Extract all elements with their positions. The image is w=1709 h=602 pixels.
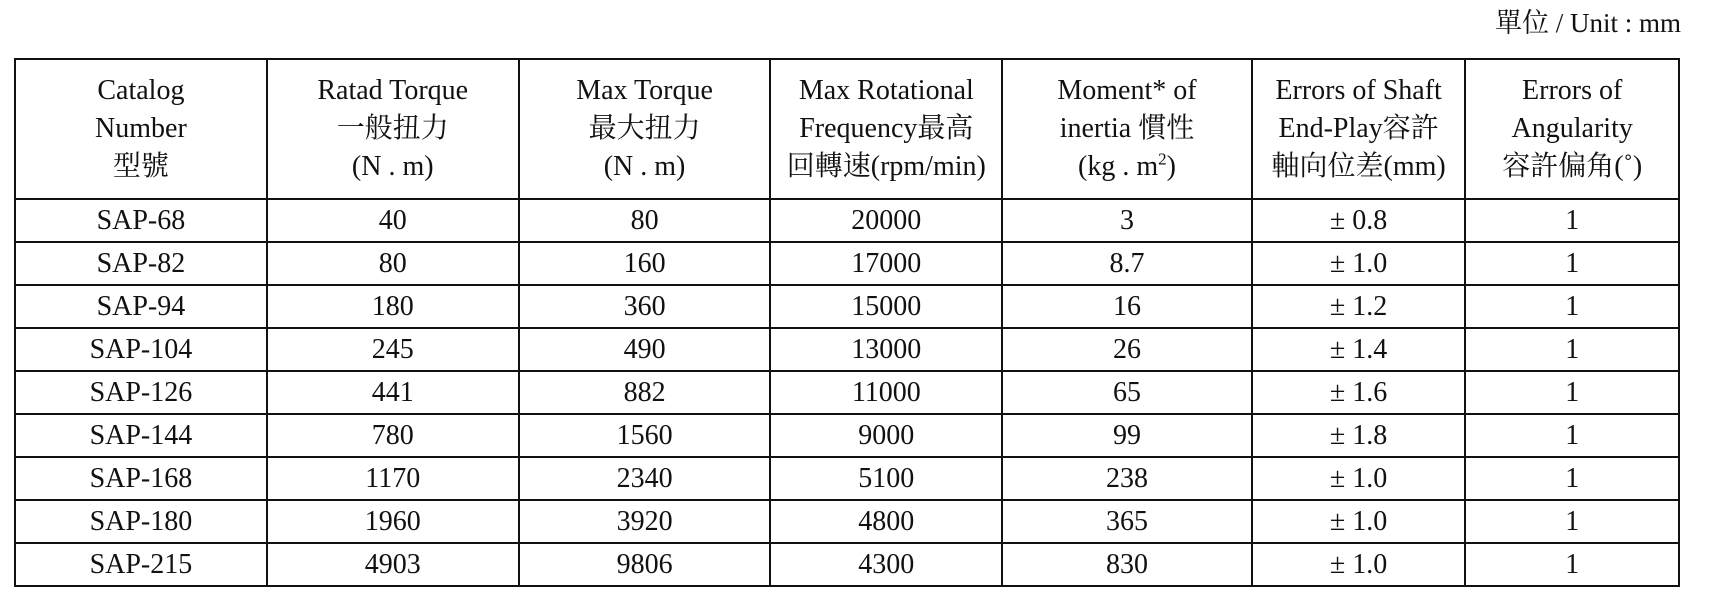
cell-rated-torque: 80 xyxy=(267,242,519,285)
header-text-line: Catalog xyxy=(97,75,185,106)
cell-shaft-end-play-error: ± 1.6 xyxy=(1252,371,1466,414)
cell-moment-of-inertia: 99 xyxy=(1002,414,1252,457)
cell-angularity-error: 1 xyxy=(1465,543,1679,586)
cell-max-torque: 9806 xyxy=(519,543,771,586)
cell-angularity-error: 1 xyxy=(1465,500,1679,543)
cell-rated-torque: 1960 xyxy=(267,500,519,543)
cell-max-rotational-frequency: 11000 xyxy=(770,371,1002,414)
cell-shaft-end-play-error: ± 1.0 xyxy=(1252,242,1466,285)
header-moment-of-inertia xyxy=(1002,59,1252,199)
cell-catalog-number: SAP-82 xyxy=(15,242,267,285)
cell-shaft-end-play-error: ± 1.2 xyxy=(1252,285,1466,328)
cell-angularity-error: 1 xyxy=(1465,457,1679,500)
header-unit-line xyxy=(1003,148,1251,186)
unit-note: 單位 / Unit : mm xyxy=(1494,8,1681,38)
header-row xyxy=(15,59,1679,199)
header-text-line: inertia 慣性 xyxy=(1059,113,1195,144)
header-text-line: Angularity xyxy=(1511,113,1633,144)
cell-rated-torque: 780 xyxy=(267,414,519,457)
cell-shaft-end-play-error: ± 1.8 xyxy=(1252,414,1466,457)
header-text-line: Number xyxy=(95,113,187,144)
cell-angularity-error: 1 xyxy=(1465,371,1679,414)
header-unit-text: (kg . m xyxy=(1078,151,1159,182)
cell-catalog-number: SAP-144 xyxy=(15,414,267,457)
header-catalog-number xyxy=(15,59,267,199)
cell-angularity-error: 1 xyxy=(1465,242,1679,285)
header-text-line: 一般扭力 xyxy=(336,113,449,144)
cell-max-torque: 360 xyxy=(519,285,771,328)
cell-rated-torque: 1170 xyxy=(267,457,519,500)
coupling-spec-table xyxy=(14,58,1680,587)
table-row xyxy=(15,457,1679,500)
cell-moment-of-inertia: 65 xyxy=(1002,371,1252,414)
header-text-line: 型號 xyxy=(112,151,169,182)
header-text-line: Moment* of xyxy=(1057,75,1197,106)
cell-rated-torque: 4903 xyxy=(267,543,519,586)
superscript-exponent: 2 xyxy=(1158,149,1167,169)
cell-max-rotational-frequency: 4800 xyxy=(770,500,1002,543)
cell-max-torque: 882 xyxy=(519,371,771,414)
header-text-line: 容許偏角(˚) xyxy=(1502,151,1643,182)
table-row xyxy=(15,371,1679,414)
cell-max-rotational-frequency: 17000 xyxy=(770,242,1002,285)
table-row xyxy=(15,543,1679,586)
cell-catalog-number: SAP-104 xyxy=(15,328,267,371)
cell-moment-of-inertia: 8.7 xyxy=(1002,242,1252,285)
cell-moment-of-inertia: 830 xyxy=(1002,543,1252,586)
cell-max-rotational-frequency: 4300 xyxy=(770,543,1002,586)
cell-moment-of-inertia: 16 xyxy=(1002,285,1252,328)
cell-shaft-end-play-error: ± 1.0 xyxy=(1252,500,1466,543)
header-text-line: 最大扭力 xyxy=(588,113,701,144)
cell-shaft-end-play-error: ± 0.8 xyxy=(1252,199,1466,242)
table-row xyxy=(15,328,1679,371)
cell-max-rotational-frequency: 13000 xyxy=(770,328,1002,371)
cell-moment-of-inertia: 3 xyxy=(1002,199,1252,242)
header-text-line: 回轉速(rpm/min) xyxy=(786,151,986,182)
cell-shaft-end-play-error: ± 1.4 xyxy=(1252,328,1466,371)
cell-max-torque: 2340 xyxy=(519,457,771,500)
header-text-line: Max Rotational xyxy=(798,75,974,106)
header-unit-close: ) xyxy=(1166,151,1176,182)
cell-rated-torque: 40 xyxy=(267,199,519,242)
cell-max-rotational-frequency: 5100 xyxy=(770,457,1002,500)
cell-shaft-end-play-error: ± 1.0 xyxy=(1252,543,1466,586)
cell-angularity-error: 1 xyxy=(1465,285,1679,328)
header-angularity-errors xyxy=(1465,59,1679,199)
cell-rated-torque: 180 xyxy=(267,285,519,328)
header-text-line: Errors of xyxy=(1522,75,1623,106)
cell-moment-of-inertia: 365 xyxy=(1002,500,1252,543)
table-row xyxy=(15,242,1679,285)
cell-rated-torque: 245 xyxy=(267,328,519,371)
cell-max-rotational-frequency: 20000 xyxy=(770,199,1002,242)
cell-catalog-number: SAP-94 xyxy=(15,285,267,328)
cell-catalog-number: SAP-68 xyxy=(15,199,267,242)
cell-max-rotational-frequency: 9000 xyxy=(770,414,1002,457)
cell-moment-of-inertia: 238 xyxy=(1002,457,1252,500)
cell-angularity-error: 1 xyxy=(1465,199,1679,242)
table-row xyxy=(15,414,1679,457)
header-max-torque xyxy=(519,59,771,199)
cell-rated-torque: 441 xyxy=(267,371,519,414)
cell-moment-of-inertia: 26 xyxy=(1002,328,1252,371)
table-row xyxy=(15,199,1679,242)
cell-angularity-error: 1 xyxy=(1465,414,1679,457)
cell-catalog-number: SAP-215 xyxy=(15,543,267,586)
cell-max-rotational-frequency: 15000 xyxy=(770,285,1002,328)
header-text-line: Errors of Shaft xyxy=(1275,75,1442,106)
header-text-line: (N . m) xyxy=(351,151,434,182)
cell-catalog-number: SAP-126 xyxy=(15,371,267,414)
cell-max-torque: 1560 xyxy=(519,414,771,457)
cell-max-torque: 160 xyxy=(519,242,771,285)
table-row xyxy=(15,285,1679,328)
header-text-line: Ratad Torque xyxy=(317,75,469,106)
cell-max-torque: 490 xyxy=(519,328,771,371)
header-text-line: (N . m) xyxy=(603,151,686,182)
header-shaft-end-play-errors xyxy=(1252,59,1466,199)
header-text-line: 軸向位差(mm) xyxy=(1271,151,1446,182)
header-text-line: End-Play容許 xyxy=(1278,113,1439,144)
header-text-line: Frequency最高 xyxy=(799,113,974,144)
header-text-line: Max Torque xyxy=(576,75,713,106)
header-rated-torque xyxy=(267,59,519,199)
cell-catalog-number: SAP-168 xyxy=(15,457,267,500)
cell-shaft-end-play-error: ± 1.0 xyxy=(1252,457,1466,500)
cell-max-torque: 3920 xyxy=(519,500,771,543)
header-max-rotational-frequency xyxy=(770,59,1002,199)
table-row xyxy=(15,500,1679,543)
cell-angularity-error: 1 xyxy=(1465,328,1679,371)
cell-max-torque: 80 xyxy=(519,199,771,242)
cell-catalog-number: SAP-180 xyxy=(15,500,267,543)
